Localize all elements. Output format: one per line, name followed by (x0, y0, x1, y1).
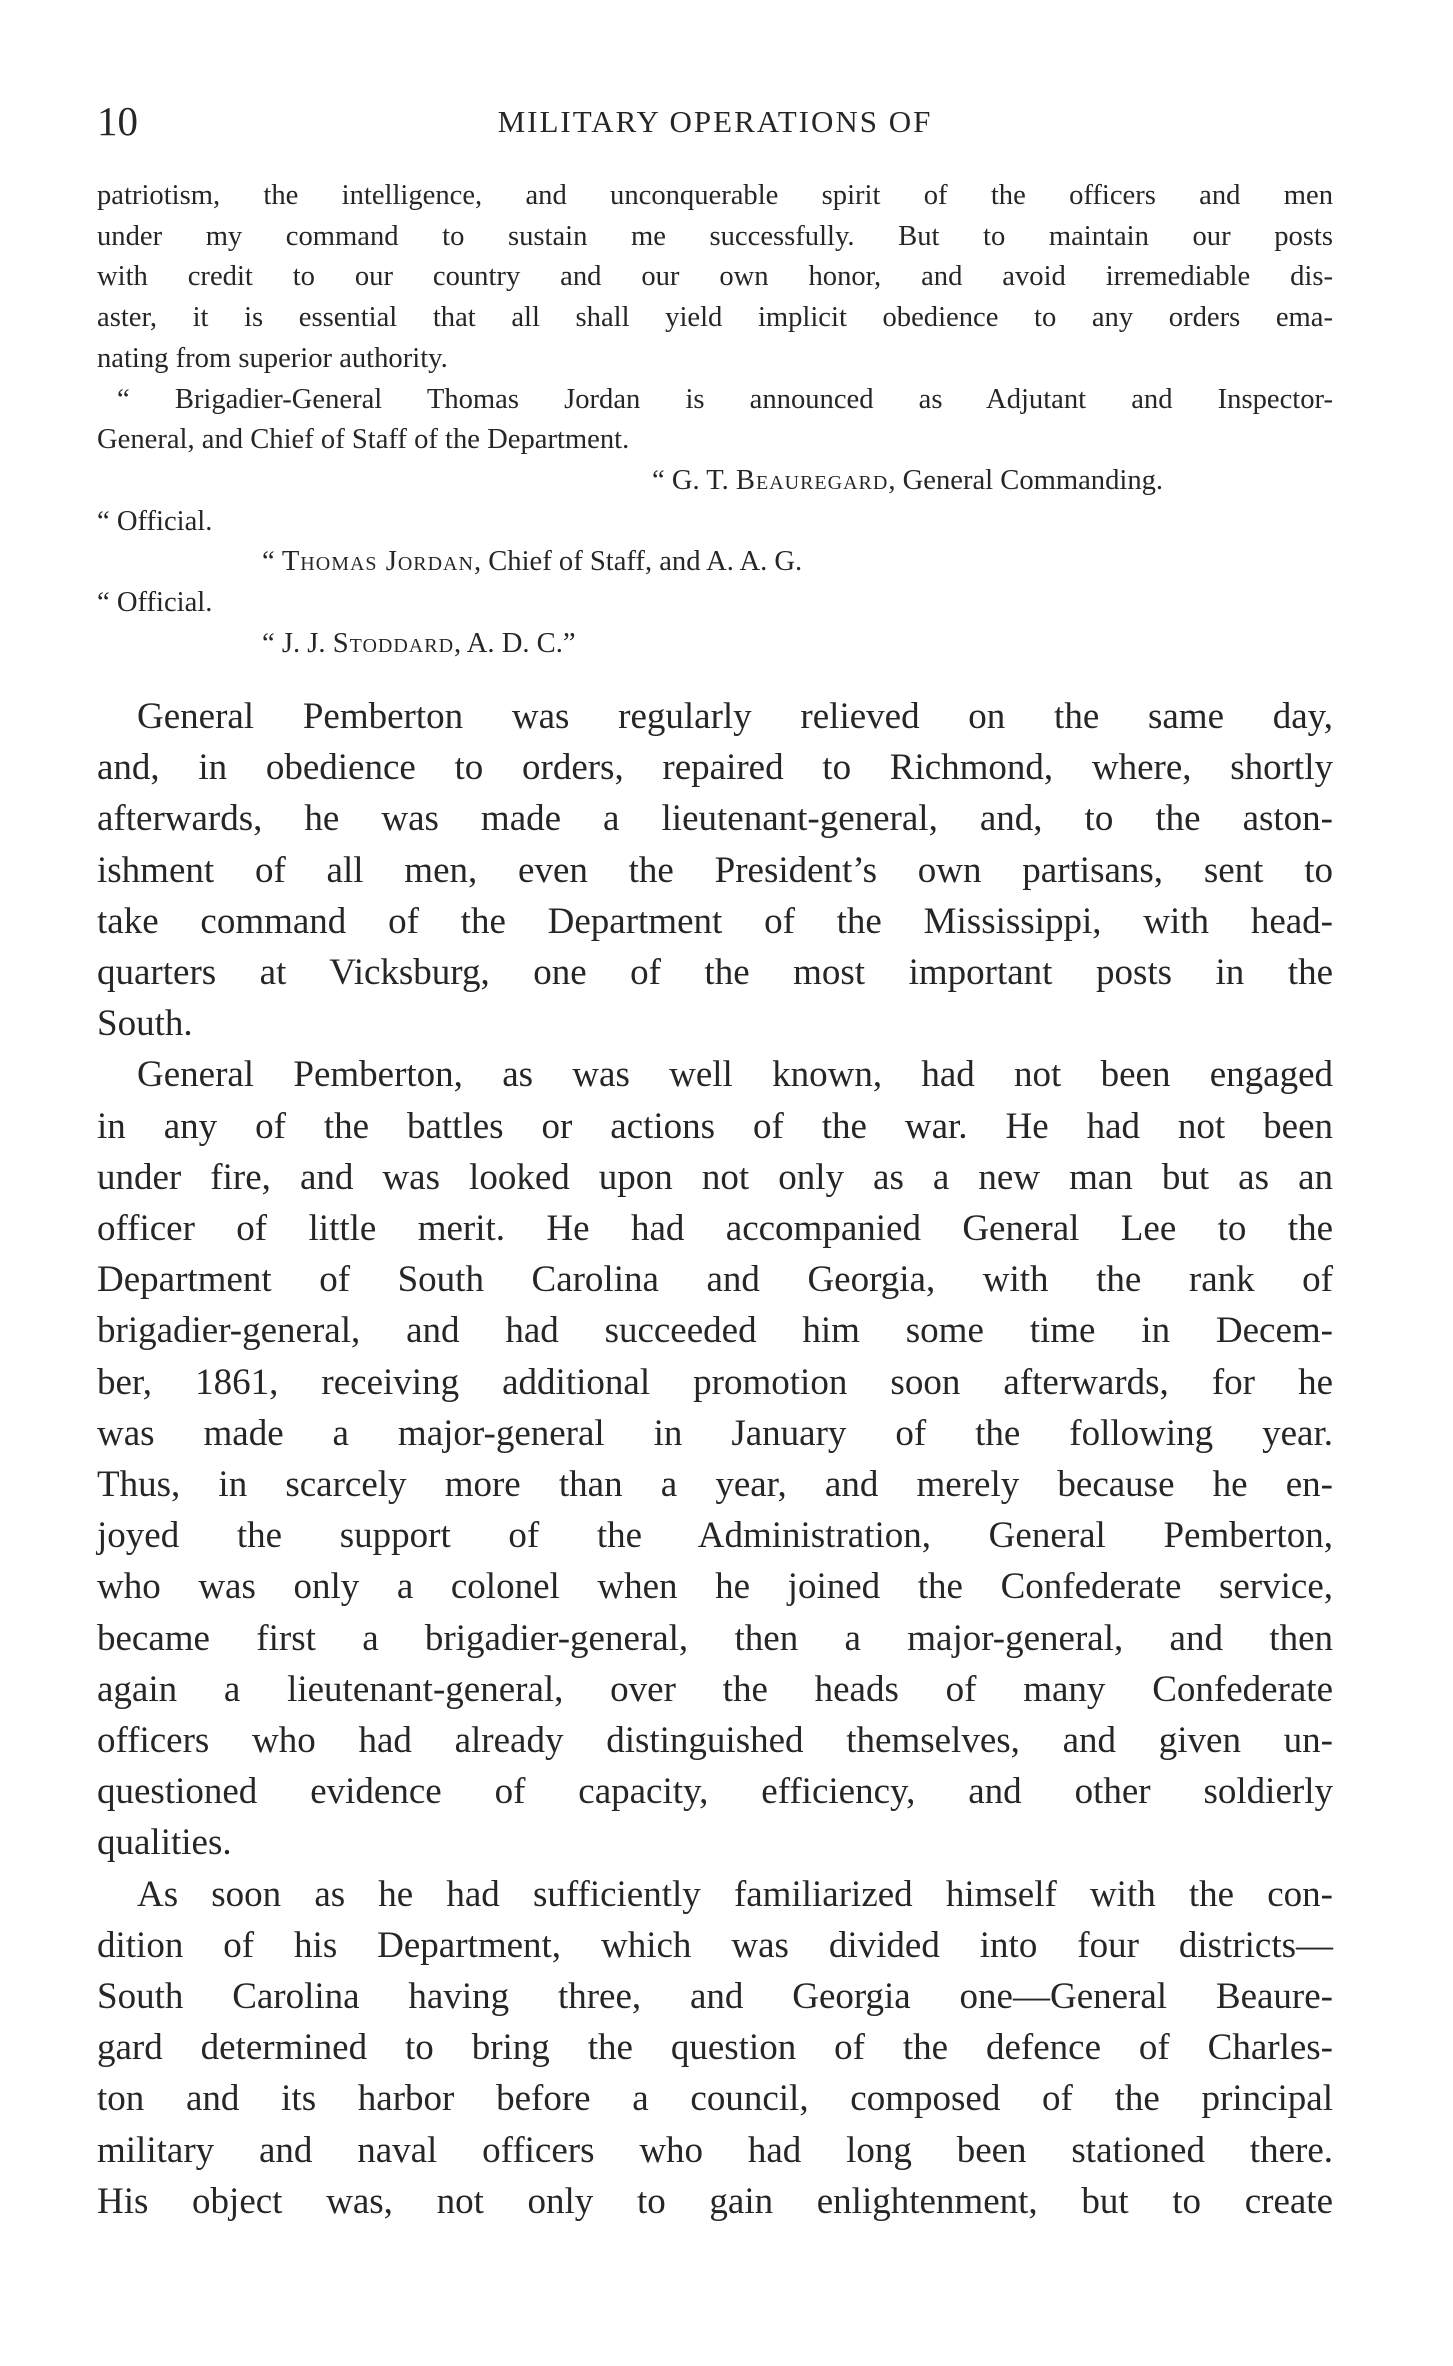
signature-jordan: “ Thomas Jordan, Chief of Staff, and A. A. G. (262, 546, 803, 578)
signature-stoddard: “ J. J. Stoddard, A. D. C.” (262, 627, 576, 659)
order-text-line: under my command to sustain me successfully. But to maintain our posts (97, 220, 1333, 252)
quoted-general-order (97, 176, 1333, 664)
body-line: brigadier-general, and had succeeded him some time in Decem- (97, 1310, 1333, 1352)
official-label: “ Official. (97, 505, 213, 537)
order-text-line: with credit to our country and our own honor, and avoid irremediable dis- (97, 261, 1333, 293)
body-line: afterwards, he was made a lieutenant-general, and, to the aston- (97, 798, 1333, 840)
body-line: qualities. (97, 1822, 232, 1864)
body-line: in any of the battles or actions of the war. He had not been (97, 1105, 1333, 1147)
body-line: joyed the support of the Administration, General Pemberton, (97, 1515, 1333, 1557)
body-line: Department of South Carolina and Georgia, with the rank of (97, 1259, 1333, 1301)
body-line: was made a major-general in January of the following year. (97, 1412, 1333, 1454)
body-line: who was only a colonel when he joined the Confederate service, (97, 1566, 1333, 1608)
jordan-announcement-line: “ Brigadier-General Thomas Jordan is announced as Adjutant and Inspector- (117, 383, 1333, 415)
body-line: ishment of all men, even the President’s own partisans, sent to (97, 849, 1333, 891)
body-line: South Carolina having three, and Georgia one—General Beaure- (97, 1976, 1333, 2018)
body-line: and, in obedience to orders, repaired to Richmond, where, shortly (97, 747, 1333, 789)
body-line: officers who had already distinguished themselves, and given un- (97, 1720, 1333, 1762)
page-header (97, 96, 1333, 146)
body-line: under fire, and was looked upon not only as a new man but as an (97, 1156, 1333, 1198)
body-line: officer of little merit. He had accompanied General Lee to the (97, 1208, 1333, 1250)
order-text-line: nating from superior authority. (97, 342, 448, 374)
body-line: General Pemberton was regularly relieved on the same day, (137, 696, 1333, 737)
body-line: take command of the Department of the Mississippi, with head- (97, 900, 1333, 942)
body-line: again a lieutenant-general, over the heads of many Confederate (97, 1668, 1333, 1710)
body-line: became first a brigadier-general, then a major-general, and then (97, 1617, 1333, 1659)
order-text-line: aster, it is essential that all shall yield implicit obedience to any orders ema- (97, 302, 1333, 334)
body-line: ber, 1861, receiving additional promotion soon afterwards, for he (97, 1361, 1333, 1403)
body-line: Thus, in scarcely more than a year, and merely because he en- (97, 1464, 1333, 1506)
running-head: MILITARY OPERATIONS OF (497, 104, 933, 139)
body-line: questioned evidence of capacity, efficiency, and other soldierly (97, 1771, 1333, 1813)
body-line: gard determined to bring the question of the defence of Charles- (97, 2027, 1333, 2069)
signature-beauregard: “ G. T. Beauregard, General Commanding. (652, 464, 1164, 496)
body-line: ton and its harbor before a council, composed of the principal (97, 2078, 1333, 2120)
body-line: As soon as he had sufficiently familiarized himself with the con- (137, 1873, 1333, 1915)
body-line: dition of his Department, which was divided into four districts— (97, 1924, 1333, 1966)
body-line: military and naval officers who had long been stationed there. (97, 2129, 1333, 2171)
official-label: “ Official. (97, 587, 213, 619)
body-line: General Pemberton, as was well known, had not been engaged (137, 1054, 1333, 1096)
order-text-line: patriotism, the intelligence, and unconquerable spirit of the officers and men (97, 180, 1333, 211)
body-text (97, 691, 1333, 2227)
page-number: 10 (97, 98, 138, 144)
jordan-announcement-line: General, and Chief of Staff of the Department. (97, 424, 630, 456)
body-line: quarters at Vicksburg, one of the most important posts in the (97, 952, 1333, 994)
body-line: His object was, not only to gain enlightenment, but to create (97, 2180, 1333, 2222)
body-line: South. (97, 1003, 193, 1045)
